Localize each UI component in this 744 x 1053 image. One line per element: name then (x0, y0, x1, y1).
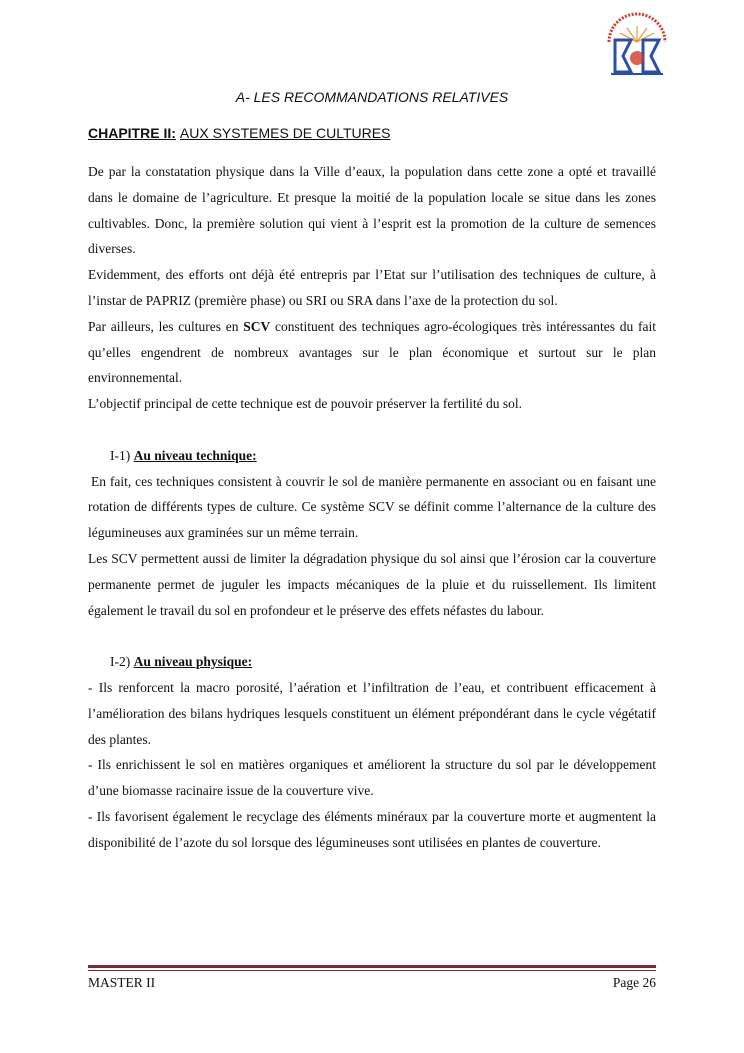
university-logo (601, 12, 673, 78)
logo-hourglass-right (643, 40, 659, 72)
paragraph-3-end: constituent des techniques agro-écologiques très intéressantes du fait qu’elles engendrent de nombreux avantages sur le plan économique et surtout sur le plan environnemental. (88, 318, 656, 386)
footer-rule-thin (88, 970, 656, 971)
subsection-1-title: Au niveau technique: (133, 447, 257, 463)
subsection-2-number: I-2) (110, 654, 134, 670)
paragraph-1: De par la constatation physique dans la Ville d’eaux, la population dans cette zone a opté et travaillé dans le domaine de l’agriculture. Et presque la moitié de la population locale se situe dans les zones cultivables. Donc, la première solution qui vient à l’esprit est la promotion de la culture de semences diverses. (88, 164, 656, 257)
page-number: 26 (642, 975, 656, 990)
subsection-2-title: Au niveau physique: (133, 654, 253, 670)
subsection-2-paragraph-2: - Ils enrichissent le sol en matières organiques et améliorent la structure du sol par le développement d’une biomasse racinaire issue de la couverture vive. (88, 757, 656, 799)
paragraph-3-start: Par ailleurs, les cultures en (88, 318, 244, 334)
paragraph-4: L’objectif principal de cette technique est de pouvoir préserver la fertilité du sol. (88, 396, 522, 412)
chapter-title: AUX SYSTEMES DE CULTURES (179, 125, 391, 141)
footer-rule-thick (88, 965, 656, 968)
subsection-1-heading (88, 443, 656, 469)
chapter-heading (88, 125, 390, 141)
section-title: A- LES RECOMMANDATIONS RELATIVES (235, 89, 509, 105)
subsection-2-paragraph-1: - Ils renforcent la macro porosité, l’aération et l’infiltration de l’eau, et contribuent efficacement à l’amélioration des bilans hydriques lesquels constituent un élément prépondérant dans le cycle végétatif des plantes. (88, 679, 656, 747)
footer-page (613, 975, 656, 991)
subsection-1-number: I-1) (110, 447, 134, 463)
subsection-2-paragraph-3: - Ils favorisent également le recyclage des éléments minéraux par la couverture morte et augmentent la disponibilité de l’azote du sol lorsque des légumineuses sont utilisées en plantes de couverture. (88, 808, 656, 850)
subsection-1-paragraph-1: En fait, ces techniques consistent à couvrir le sol de manière permanente en associant ou en faisant une rotation de différents types de culture. Ce système SCV se définit comme l’alternance de la culture des légumineuses aux graminées sur un même terrain. (88, 473, 656, 541)
logo-hourglass-left (615, 40, 631, 72)
paragraph-2: Evidemment, des efforts ont déjà été entrepris par l’Etat sur l’utilisation des techniques de culture, à l’instar de PAPRIZ (première phase) ou SRI ou SRA dans l’axe de la protection du sol. (88, 267, 656, 308)
subsection-1-paragraph-2: Les SCV permettent aussi de limiter la dégradation physique du sol ainsi que l’érosion car la couverture permanente permet de juguler les impacts mécaniques de la pluie et du ruissellement. Ils limitent également le travail du sol en profondeur et le préserve des effets néfastes du labour. (88, 550, 656, 618)
chapter-label: CHAPITRE II: (88, 125, 176, 141)
paragraph-3 (88, 314, 656, 391)
page-label: Page (612, 975, 643, 990)
footer-program: MASTER II (88, 975, 156, 990)
subsection-2-heading (88, 649, 656, 675)
logo-globe (630, 51, 644, 65)
page-body (88, 159, 656, 856)
scv-term: SCV (243, 318, 271, 334)
